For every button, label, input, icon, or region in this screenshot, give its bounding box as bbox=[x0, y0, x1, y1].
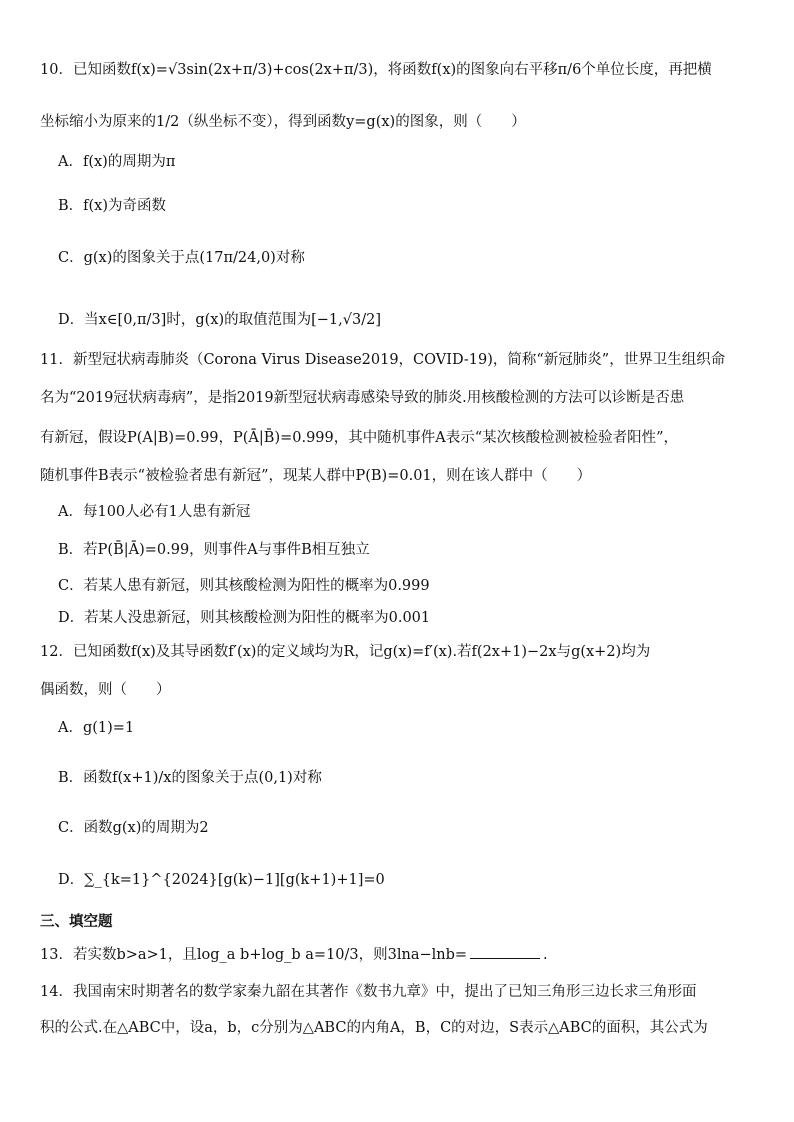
q13-answer-blank[interactable] bbox=[470, 944, 540, 959]
q14-stem-line-1: 14．我国南宋时期著名的数学家秦九韶在其著作《数书九章》中，提出了已知三角形三边长求三角形面 bbox=[40, 984, 697, 1000]
q12-option-b: B．函数f(x+1)/x的图象关于点(0,1)对称 bbox=[58, 770, 322, 786]
q12-option-d: D．∑_{k=1}^{2024}[g(k)−1][g(k+1)+1]=0 bbox=[58, 872, 385, 888]
q11-option-d: D．若某人没患新冠，则其核酸检测为阳性的概率为0.001 bbox=[58, 610, 431, 626]
q10-option-a: A．f(x)的周期为π bbox=[58, 154, 176, 170]
q12-option-c: C．函数g(x)的周期为2 bbox=[58, 820, 209, 836]
q14-stem-line-2: 积的公式.在△ABC中，设a，b，c分别为△ABC的内角A，B，C的对边，S表示△ABC的面积，其公式为 bbox=[40, 1020, 708, 1036]
q11-stem-line-4: 随机事件B表示“被检验者患有新冠”，现某人群中P(B)=0.01，则在该人群中（ ） bbox=[40, 468, 592, 484]
q10-stem-line-1: 10．已知函数f(x)=√3sin(2x+π/3)+cos(2x+π/3)，将函数f(x)的图象向右平移π/6个单位长度，再把横 bbox=[40, 62, 712, 78]
q11-option-c: C．若某人患有新冠，则其核酸检测为阳性的概率为0.999 bbox=[58, 578, 430, 594]
q10-stem-line-2: 坐标缩小为原来的1/2（纵坐标不变），得到函数y=g(x)的图象，则（ ） bbox=[40, 114, 526, 130]
q13-line bbox=[40, 944, 764, 965]
q11-option-b: B．若P(B̄|Ā)=0.99，则事件A与事件B相互独立 bbox=[58, 542, 370, 558]
q10-option-d: D．当x∈[0,π/3]时，g(x)的取值范围为[−1,√3/2] bbox=[58, 312, 381, 328]
q11-stem-line-2: 名为“2019冠状病毒病”，是指2019新型冠状病毒感染导致的肺炎.用核酸检测的方法可以诊断是否患 bbox=[40, 390, 685, 406]
q12-stem-line-2: 偶函数，则（ ） bbox=[40, 682, 171, 698]
q11-stem-line-1: 11．新型冠状病毒肺炎（Corona Virus Disease2019，COVID-19)，简称“新冠肺炎”，世界卫生组织命 bbox=[40, 352, 726, 368]
q13-text: 13．若实数b>a>1，且log_a b+log_b a=10/3，则3lna−lnb= bbox=[40, 947, 468, 963]
q12-stem-line-1: 12．已知函数f(x)及其导函数f′(x)的定义域均为R，记g(x)=f′(x).若f(2x+1)−2x与g(x+2)均为 bbox=[40, 644, 651, 660]
q11-stem-line-3: 有新冠，假设P(A|B)=0.99，P(Ā|B̄)=0.999，其中随机事件A表示“某次核酸检测被检验者阳性”， bbox=[40, 430, 679, 446]
q12-option-a: A．g(1)=1 bbox=[58, 720, 135, 736]
q13-period: . bbox=[543, 947, 548, 963]
q10-option-c: C．g(x)的图象关于点(17π/24,0)对称 bbox=[58, 250, 305, 266]
q10-option-b: B．f(x)为奇函数 bbox=[58, 198, 167, 214]
q11-option-a: A．每100人必有1人患有新冠 bbox=[58, 504, 251, 520]
section-title: 三、填空题 bbox=[40, 914, 113, 930]
